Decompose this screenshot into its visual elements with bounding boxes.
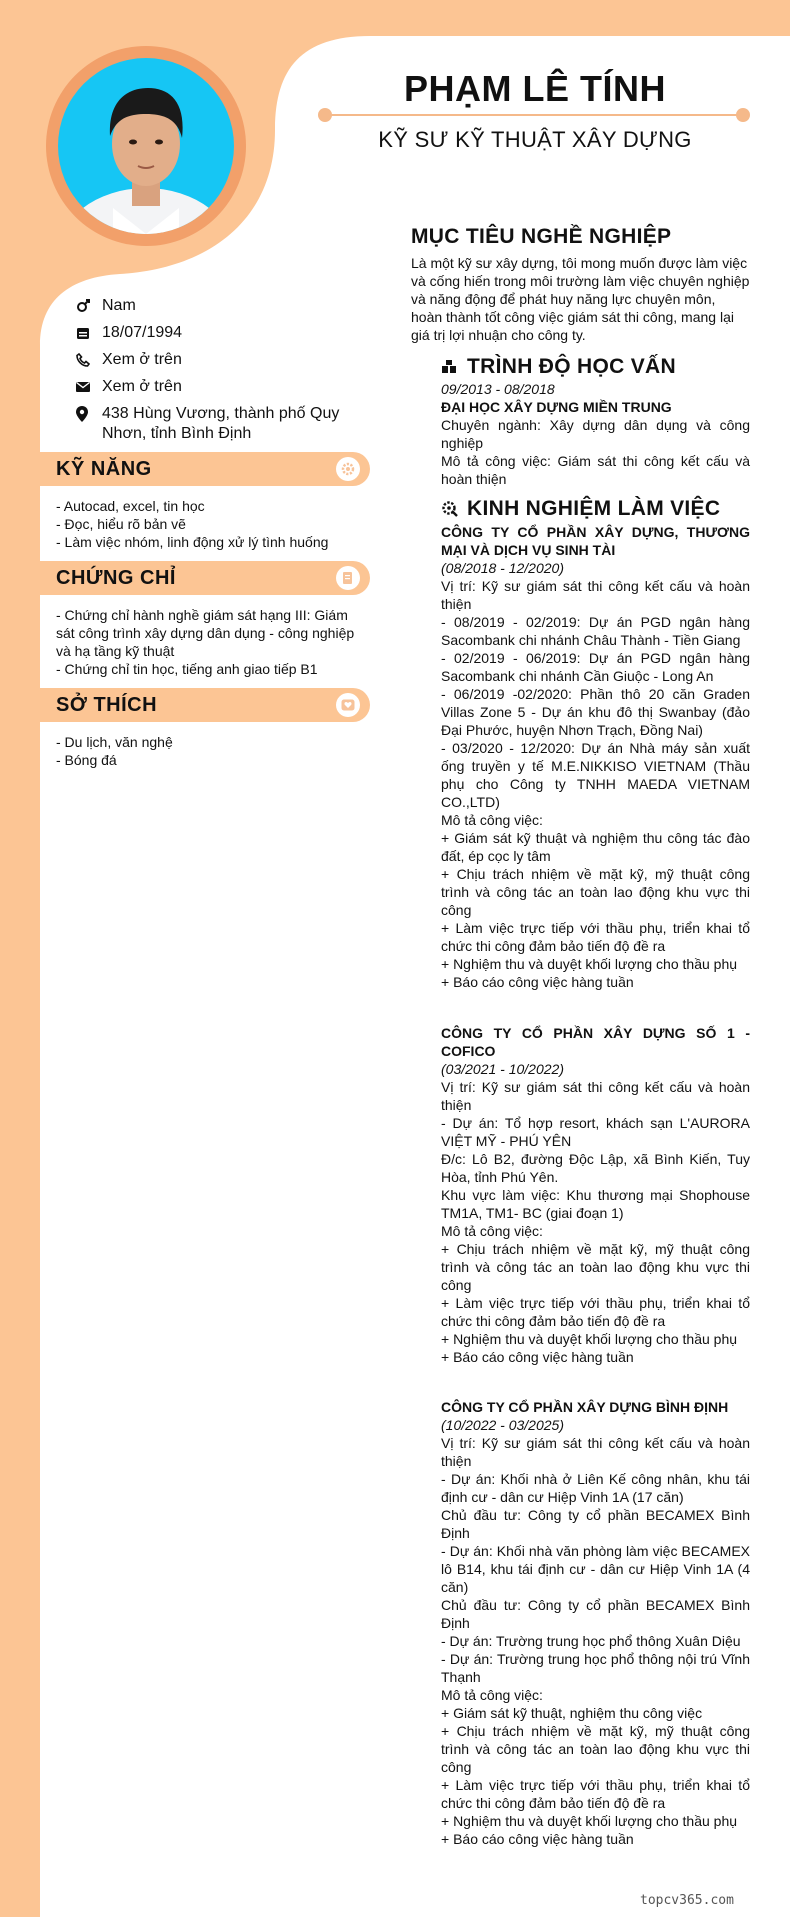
candidate-name: PHẠM LÊ TÍNH — [404, 68, 666, 109]
job-line: + Báo cáo công việc hàng tuần — [441, 974, 634, 990]
info-phone: Xem ở trên — [76, 350, 356, 370]
job-line: + Nghiệm thu và duyệt khối lượng cho thầu phụ — [441, 1331, 738, 1347]
job-line: - 02/2019 - 06/2019: Dự án PGD ngân hàng Sacombank chi nhánh Cần Giuộc - Long An — [441, 650, 750, 684]
job-line: Mô tả công việc: — [441, 812, 543, 828]
info-gender: Nam — [76, 296, 356, 316]
job-3 — [441, 1398, 750, 1848]
gender-icon — [76, 296, 102, 316]
job-line: + Giám sát kỹ thuật, nghiệm thu công việc — [441, 1705, 703, 1721]
skills-heading-bar — [40, 452, 370, 486]
personal-info — [76, 296, 356, 451]
job-line: - Dự án: Khối nhà văn phòng làm việc BECAMEX lô B14, khu tái định cư - dân cư Hiệp Vinh 1A (4 căn) — [441, 1543, 750, 1595]
education-block — [441, 380, 750, 488]
education-description: Mô tả công việc: Giám sát thi công kết cấu và hoàn thiện — [441, 453, 750, 487]
list-item: - Chứng chỉ tin học, tiếng anh giao tiếp B1 — [56, 661, 318, 677]
education-school: ĐẠI HỌC XÂY DỰNG MIỀN TRUNG — [441, 399, 672, 415]
job-date: (03/2021 - 10/2022) — [441, 1061, 564, 1077]
job-line: - Dự án: Tổ hợp resort, khách sạn L'AURORA VIỆT MỸ - PHÚ YÊN — [441, 1115, 750, 1149]
avatar-photo — [58, 58, 234, 234]
job-line: + Nghiệm thu và duyệt khối lượng cho thầu phụ — [441, 1813, 738, 1829]
job-line: + Báo cáo công việc hàng tuần — [441, 1831, 634, 1847]
calendar-icon — [76, 323, 102, 343]
education-major: Chuyên ngành: Xây dựng dân dụng và công nghiệp — [441, 417, 750, 451]
info-birthday: 18/07/1994 — [76, 323, 356, 343]
location-icon — [76, 404, 102, 424]
skills-heading: KỸ NĂNG — [56, 458, 152, 480]
job-line: Chủ đầu tư: Công ty cổ phần BECAMEX Bình Định — [441, 1507, 750, 1541]
job-line: Mô tả công việc: — [441, 1687, 543, 1703]
job-line: + Chịu trách nhiệm về mặt kỹ, mỹ thuật công trình và công tác an toàn lao động khu vực thi công — [441, 866, 750, 918]
phone-icon — [76, 350, 102, 370]
list-item: - Chứng chỉ hành nghề giám sát hạng III: Giám sát công trình xây dựng dân dụng - công nghiệp và hạ tầng kỹ thuật — [56, 607, 355, 659]
job-line: - Dự án: Trường trung học phổ thông Xuân Diệu — [441, 1633, 741, 1649]
job-line: + Báo cáo công việc hàng tuần — [441, 1349, 634, 1365]
job-company: CÔNG TY CỔ PHẦN XÂY DỰNG SỐ 1 - COFICO — [441, 1025, 750, 1059]
experience-heading: KINH NGHIỆM LÀM VIỆC — [441, 497, 720, 521]
job-line: + Làm việc trực tiếp với thầu phụ, triển khai tổ chức thi công đảm bảo tiến độ đề ra — [441, 1295, 750, 1329]
watermark: topcv365.com — [640, 1893, 734, 1908]
list-item: - Du lịch, văn nghệ — [56, 734, 173, 750]
info-email: Xem ở trên — [76, 377, 356, 397]
job-line: + Nghiệm thu và duyệt khối lượng cho thầu phụ — [441, 956, 738, 972]
job-line: + Chịu trách nhiệm về mặt kỹ, mỹ thuật công trình và công tác an toàn lao động khu vực thi công — [441, 1241, 750, 1293]
certificate-icon — [336, 566, 360, 590]
job-line: + Làm việc trực tiếp với thầu phụ, triển khai tổ chức thi công đảm bảo tiến độ đề ra — [441, 920, 750, 954]
job-line: Vị trí: Kỹ sư giám sát thi công kết cấu và hoàn thiện — [441, 578, 750, 612]
job-line: Chủ đầu tư: Công ty cổ phần BECAMEX Bình Định — [441, 1597, 750, 1631]
list-item: - Làm việc nhóm, linh động xử lý tình huống — [56, 534, 329, 550]
job-line: + Giám sát kỹ thuật và nghiệm thu công tác đào đất, ép cọc ly tâm — [441, 830, 750, 864]
job-title: KỸ SƯ KỸ THUẬT XÂY DỰNG — [378, 127, 692, 152]
education-date: 09/2013 - 08/2018 — [441, 381, 555, 397]
list-item: - Bóng đá — [56, 752, 117, 768]
job-line: Mô tả công việc: — [441, 1223, 543, 1239]
education-heading: TRÌNH ĐỘ HỌC VẤN — [441, 355, 676, 379]
job-line: - Dự án: Khối nhà ở Liên Kế công nhân, khu tái định cư - dân cư Hiệp Vinh 1A (17 căn) — [441, 1471, 750, 1505]
job-date: (10/2022 - 03/2025) — [441, 1417, 564, 1433]
job-line: - Dự án: Trường trung học phổ thông nội trú Vĩnh Thạnh — [441, 1651, 750, 1685]
hobbies-list — [56, 733, 366, 769]
job-line: - 06/2019 -02/2020: Phần thô 20 căn Graden Villas Zone 5 - Dự án khu đô thị Swanbay (đảo Đại Phước, huyện Nhơn Trạch, Đồng Nai) — [441, 686, 750, 738]
list-item: - Autocad, excel, tin học — [56, 498, 205, 514]
objective-heading: MỤC TIÊU NGHỀ NGHIỆP — [411, 225, 672, 248]
job-line: Đ/c: Lô B2, đường Độc Lập, xã Bình Kiến, Tuy Hòa, tỉnh Phú Yên. — [441, 1151, 750, 1185]
gear-icon — [336, 457, 360, 481]
hobbies-heading-bar — [40, 688, 370, 722]
job-company: CÔNG TY CỔ PHẦN XÂY DỰNG BÌNH ĐỊNH — [441, 1399, 729, 1415]
briefcase-icon — [441, 499, 461, 519]
heart-icon — [336, 693, 360, 717]
certificates-heading: CHỨNG CHỈ — [56, 567, 176, 589]
job-date: (08/2018 - 12/2020) — [441, 560, 564, 576]
job-line: Khu vực làm việc: Khu thương mại Shophouse TM1A, TM1- BC (giai đoạn 1) — [441, 1187, 750, 1221]
mail-icon — [76, 377, 102, 397]
certificates-list — [56, 606, 366, 678]
job-line: - 03/2020 - 12/2020: Dự án Nhà máy sản xuất ống truyền y tế M.E.NIKKISO VIETNAM (Thầu phụ cho Công ty TNHH MAEDA VIETNAM CO.,LTD) — [441, 740, 750, 810]
job-line: Vị trí: Kỹ sư giám sát thi công kết cấu và hoàn thiện — [441, 1435, 750, 1469]
avatar — [46, 46, 246, 246]
job-line: + Chịu trách nhiệm về mặt kỹ, mỹ thuật công trình và công tác an toàn lao động khu vực thi công — [441, 1723, 750, 1775]
info-address: 438 Hùng Vương, thành phố Quy Nhơn, tỉnh Bình Định — [76, 404, 356, 444]
job-line: + Làm việc trực tiếp với thầu phụ, triển khai tổ chức thi công đảm bảo tiến độ đề ra — [441, 1777, 750, 1811]
job-line: - 08/2019 - 02/2019: Dự án PGD ngân hàng Sacombank chi nhánh Châu Thành - Tiền Giang — [441, 614, 750, 648]
skills-list — [56, 497, 366, 551]
list-item: - Đọc, hiểu rõ bản vẽ — [56, 516, 186, 532]
job-line: Vị trí: Kỹ sư giám sát thi công kết cấu và hoàn thiện — [441, 1079, 750, 1113]
job-company: CÔNG TY CỔ PHẦN XÂY DỰNG, THƯƠNG MẠI VÀ DỊCH VỤ SINH TÀI — [441, 524, 750, 558]
objective-text: Là một kỹ sư xây dựng, tôi mong muốn được làm việc và cống hiến trong môi trường làm việc chuyên nghiệp và năng động để phát huy năng lực chuyên môn, hoàn thành tốt công việc giám sát thi công, mang lại giá trị lợi nhuận cho công ty. — [411, 255, 750, 343]
graduation-icon — [441, 357, 461, 377]
hobbies-heading: SỞ THÍCH — [56, 694, 158, 716]
certificates-heading-bar — [40, 561, 370, 595]
job-2 — [441, 1024, 750, 1366]
title-divider — [318, 108, 750, 122]
job-1 — [441, 523, 750, 991]
